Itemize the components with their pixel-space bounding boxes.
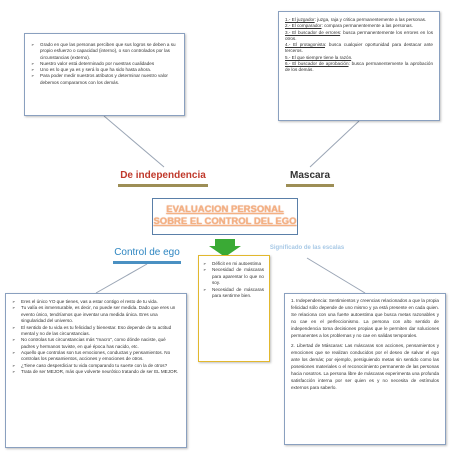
mascara-item	[285, 42, 433, 55]
control-item: ➢ Trata de ser MEJOR, más que volverte neurótico tratando de ser EL MEJOR.	[12, 369, 180, 375]
main-title-line1: EVALUACION PERSONAL	[166, 204, 284, 215]
significado-label: Significado de las escalas	[269, 245, 345, 251]
control-item: ➢ El sentido de tu vida es tu felicidad y bienestar. Eso depende de tu actitud mental y no de las circunstancias.	[12, 325, 180, 338]
mascara-item	[285, 61, 433, 74]
independencia-box	[24, 33, 185, 116]
deficit-item: ➢ Déficit en mi autoestima	[203, 261, 264, 267]
mascara-box	[278, 11, 440, 121]
mascara-desc: : juzga, raja y critica permanentemente a las personas.	[314, 17, 427, 22]
mascara-desc: : compara permanentemente a las personas.	[321, 23, 413, 29]
deficit-item: ➢ Necesidad de máscaras para sentirme bien.	[203, 287, 264, 300]
control-box	[5, 293, 187, 448]
significado-paragraph: 2. Libertad de Máscaras: Las máscaras son acciones, pensamientos y emociones que se realizan conducidos por el deseo de salvar el ego ante los demás; por ejemplo, persiguiendo metas sin sentido como las posesiones materiales o el reconocimiento permanente de las personas hacia nosotros. La persona libre de máscaras experimenta una profunda satisfacción interna por ser quien es y no necesita de estímulos externos para saberlo.	[291, 343, 439, 390]
control-item: ➢ Tu valía es inmensurable, es decir, no puede ser medida. Dado que eres un evento único, tendríamos que inventar una medida única. Eres una singularidad del universo.	[12, 305, 180, 324]
control-list	[12, 299, 180, 376]
significado-list	[291, 298, 439, 392]
mascara-term: 6.- El buscador de aprobación	[285, 61, 349, 67]
deficit-list	[203, 261, 264, 299]
significado-paragraph: 1. Independencia: Sentimientos y creencias relacionados a que la propia felicidad sólo depende de uno mismo y ya está presente en cada quien. Se relaciona con una fuerte autoestima que busca metas razonables y no cae en el perfeccionismo. La persona con alto sentido de independencia toma decisiones propias que le permiten dar soluciones permanentes a los problemas y no cae en salidas temporales.	[291, 298, 439, 338]
mascara-item	[285, 30, 433, 43]
independencia-list	[31, 42, 178, 86]
mascara-list	[285, 17, 433, 74]
control-item: ➢ ¿Tiene caso desperdiciar tu vida comparando tu suerte con la de otros?	[12, 363, 180, 369]
main-title-line2: SOBRE EL CONTROL DEL EGO	[153, 216, 297, 227]
mascara-desc: : busca permanentemente los errores en los otros.	[285, 29, 433, 41]
mascara-term: 4.- El protagonista	[285, 42, 325, 48]
mascara-term: 3.- El buscador de errores	[285, 29, 341, 35]
mascara-term: 1.- El juzgador	[285, 17, 315, 22]
significado-box	[284, 293, 446, 445]
mascara-term: 2.- El comparador	[285, 23, 322, 29]
mascara-label: Mascara	[286, 167, 334, 187]
mascara-desc: : busca cualquier oportunidad para destacar ante terceros.	[285, 42, 433, 54]
deficit-box	[198, 255, 270, 362]
control-label: Control de ego	[113, 244, 181, 264]
independencia-label: De independencia	[118, 167, 208, 187]
independencia-item: ➢ Uno es lo que ya es y será lo que ha sido hasta ahora.	[31, 67, 178, 73]
mascara-desc: : busca permanentemente la aprobación de los demás.	[285, 61, 433, 73]
control-item: ➢ No controlas tus circunstancias más "macro", como dónde naciste, qué padres y hermanos tuviste, en qué época has nacido, etc.	[12, 337, 180, 350]
control-item: ➢ Aquello que controlas son tus emociones, conductas y pensamientos. No controlas los pensamientos, acciones y emociones de otros.	[12, 350, 180, 363]
independencia-item: ➢ Nuestro valor está determinado por nuestras cualidades	[31, 61, 178, 67]
mascara-term: 5.- El que siempre tiene la razón	[285, 54, 352, 60]
deficit-item: ➢ Necesidad de máscaras para aparentar lo que no soy.	[203, 267, 264, 286]
independencia-item: ➢ Para poder medir nuestros atributos y determinar nuestro valor debemos compararnos con los demás.	[31, 73, 178, 86]
mascara-desc: .	[351, 54, 353, 60]
independencia-item: ➢ Grado en que las personas perciben que sus logros se deben a su propio esfuerzo o capacidad (interno), o son controlados por las circunstancias (externo).	[31, 42, 178, 61]
control-item: ➢ Eres el único YO que tienes, vas a estar contigo el resto de tu vida.	[12, 299, 180, 305]
main-title	[152, 198, 298, 235]
